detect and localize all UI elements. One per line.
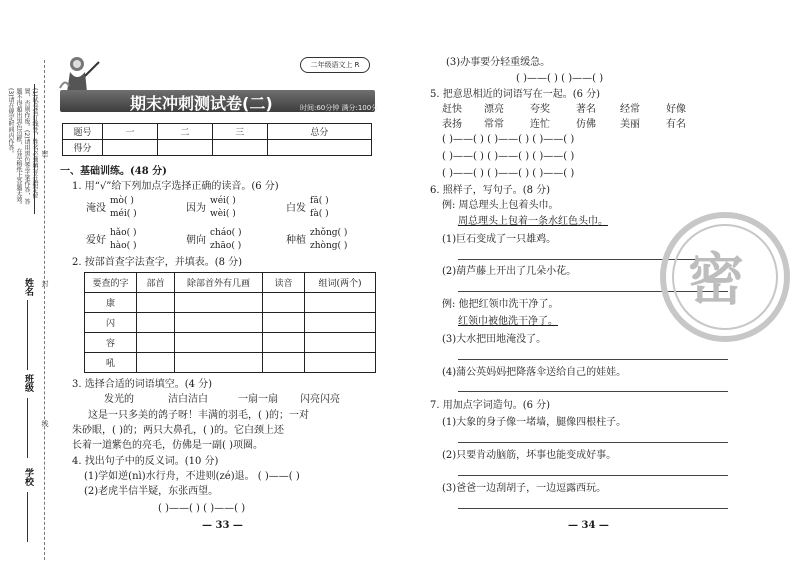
section-heading: 一、基础训练。(48 分): [60, 166, 167, 177]
q1-word: 因为: [186, 203, 206, 214]
table-row: [85, 353, 376, 373]
page-title: 期末冲刺测试卷(二): [130, 94, 273, 113]
q5-word: 连忙: [530, 119, 550, 130]
page-number: — 33 —: [202, 520, 243, 531]
q4-blanks[interactable]: ( )——( ) ( )——( ): [516, 73, 604, 84]
q5-word: 有名: [666, 119, 686, 130]
q4-item: (3)办事要分轻重缓急。: [446, 57, 551, 68]
class-label: 班级: [23, 374, 33, 392]
table-row: [85, 273, 376, 293]
line-mark: 线: [41, 420, 49, 427]
lookup-char: 闪: [85, 313, 137, 333]
school-line: [27, 492, 28, 542]
answer-line[interactable]: [458, 391, 728, 392]
q1-option[interactable]: wèi( ): [210, 209, 236, 219]
q5-blank-row[interactable]: ( )——( ) ( )——( ) ( )——( ): [442, 151, 575, 162]
q1-option[interactable]: fà( ): [310, 209, 329, 219]
time-info: 时间:60分钟 满分:100分: [300, 104, 379, 112]
q3-option: 发光的: [104, 394, 134, 405]
q4-item: (2)老虎半信半疑，东张西望。: [84, 486, 219, 497]
q5-word: 仿佛: [576, 119, 596, 130]
q1-option[interactable]: fā( ): [310, 196, 329, 206]
q5-word: 经常: [620, 104, 640, 115]
score-cell: 三: [212, 124, 267, 140]
notice-divider: [34, 84, 35, 214]
score-cell: 题号: [63, 124, 103, 140]
score-cell[interactable]: [157, 140, 212, 156]
table-header: 除部首外有几画: [175, 273, 263, 293]
binding-dash-line: [44, 60, 45, 560]
q1-word: 淹没: [86, 203, 106, 214]
question-5: 5. 把意思相近的词语写在一起。(6 分): [430, 89, 601, 100]
question-6: 6. 照样子，写句子。(8 分): [430, 185, 551, 196]
question-3: 3. 选择合适的词语填空。(4 分): [72, 379, 213, 390]
table-row: [85, 313, 376, 333]
score-cell: 一: [103, 124, 158, 140]
q5-blank-row[interactable]: ( )——( ) ( )——( ) ( )——( ): [442, 168, 575, 179]
q5-word: 美丽: [620, 119, 640, 130]
score-table: [62, 123, 372, 156]
q1-word: 朝向: [186, 235, 206, 246]
q7-item: (3)爸爸一边刮胡子，一边逗露西玩。: [442, 483, 607, 494]
q5-word: 赶快: [442, 104, 462, 115]
q6-example: 例: 他把红领巾洗干净了。: [442, 299, 559, 310]
score-cell: 得分: [63, 140, 103, 156]
answer-line[interactable]: [458, 508, 728, 509]
q7-item: (2)只要肯动脑筋，坏事也能变成好事。: [442, 450, 617, 461]
q4-item: (1)学如逆(nì)水行舟，不进则(zé)退。 ( )——( ): [84, 471, 300, 482]
q3-option: 闪亮闪亮: [300, 394, 340, 405]
q3-passage-line: 长着一道紫色的亮毛，仿佛是一副( )项圈。: [72, 440, 263, 451]
q7-item: (1)大象的身子像一堵墙，腿像四根柱子。: [442, 417, 627, 428]
table-row: [85, 333, 376, 353]
q4-blanks[interactable]: ( )——( ) ( )——( ): [158, 503, 246, 514]
q6-example-answer: 红领巾被他洗干净了。: [458, 316, 558, 327]
q6-example-answer: 周总理头上包着一条水红色头巾。: [458, 216, 608, 227]
q1-option[interactable]: cháo( ): [210, 228, 242, 238]
q1-option[interactable]: zhòng( ): [310, 241, 348, 251]
q5-word: 常常: [484, 119, 504, 130]
grade-tag: 二年级语文上 R: [300, 57, 370, 73]
q5-word: 表扬: [442, 119, 462, 130]
bind-mark: 封: [41, 280, 49, 287]
q6-item: (2)葫芦藤上开出了几朵小花。: [442, 266, 577, 277]
q1-word: 爱好: [86, 235, 106, 246]
lookup-char: 吼: [85, 353, 137, 373]
table-header: 部首: [137, 273, 175, 293]
q1-option[interactable]: hào( ): [110, 241, 137, 251]
q5-word: 著名: [576, 104, 596, 115]
score-cell[interactable]: [212, 140, 267, 156]
name-line: [27, 300, 28, 370]
table-row: [85, 293, 376, 313]
q1-option[interactable]: hǎo( ): [110, 228, 137, 238]
table-header: 组词(两个): [305, 273, 376, 293]
q6-item: (1)巨石变成了一只雄鸡。: [442, 234, 557, 245]
question-7: 7. 用加点字词造句。(6 分): [430, 400, 551, 411]
table-header: 要查的字: [85, 273, 137, 293]
q5-word: 漂亮: [484, 104, 504, 115]
q3-option: 一扇一扇: [238, 394, 278, 405]
q6-item: (4)蒲公英妈妈把降落伞送给自己的娃娃。: [442, 367, 627, 378]
q5-word: 好像: [666, 104, 686, 115]
lookup-table: [84, 272, 376, 373]
score-cell[interactable]: [103, 140, 158, 156]
question-1: 1. 用“√”给下列加点字选择正确的读音。(6 分): [72, 181, 279, 192]
score-cell: 二: [157, 124, 212, 140]
table-header: 读音: [263, 273, 305, 293]
q1-option[interactable]: méi( ): [110, 209, 137, 219]
q1-option[interactable]: zhǒng( ): [310, 228, 348, 238]
class-line: [27, 398, 28, 458]
table-row: [63, 140, 372, 156]
q3-option: 洁白洁白: [168, 394, 208, 405]
answer-line[interactable]: [458, 475, 728, 476]
name-label: 姓名: [23, 278, 33, 296]
answer-line[interactable]: [458, 359, 728, 360]
q3-passage-line: 这是一只多美的鸽子呀！丰满的羽毛，( )的；一对: [88, 410, 309, 421]
seal-mark: 密: [41, 150, 49, 157]
exam-notice: 置，否则作废。(2)请用黑色签字笔作答，答题不得超出黑色边框，在草稿纸上答题无效。(3)请在规定时间内作答。: [7, 88, 30, 208]
q1-word: 白发: [286, 203, 306, 214]
lookup-char: 康: [85, 293, 137, 313]
school-label: 学校: [23, 468, 33, 486]
page-number: — 34 —: [568, 520, 609, 531]
q6-item: (3)大水把田地淹没了。: [442, 334, 547, 345]
question-4: 4. 找出句子中的反义词。(10 分): [72, 456, 219, 467]
binding-sidebar: [0, 0, 52, 581]
q5-word: 夸奖: [530, 104, 550, 115]
answer-line[interactable]: [458, 442, 728, 443]
score-cell: 总分: [267, 124, 371, 140]
q1-word: 种植: [286, 235, 306, 246]
q1-option[interactable]: zhāo( ): [210, 241, 242, 251]
q1-option[interactable]: mò( ): [110, 196, 134, 206]
table-row: [63, 124, 372, 140]
q1-option[interactable]: wéi( ): [210, 196, 236, 206]
question-2: 2. 按部首查字法查字，并填表。(8 分): [72, 257, 243, 268]
q6-example: 例: 周总理头上包着头巾。: [442, 200, 559, 211]
score-cell[interactable]: [267, 140, 371, 156]
confidential-stamp-char: 密: [688, 247, 744, 313]
q5-blank-row[interactable]: ( )——( ) ( )——( ) ( )——( ): [442, 134, 575, 145]
q3-passage-line: 朱砂眼，( )的；两只大鼻孔，( )的。它白颈上还: [72, 425, 284, 436]
lookup-char: 容: [85, 333, 137, 353]
